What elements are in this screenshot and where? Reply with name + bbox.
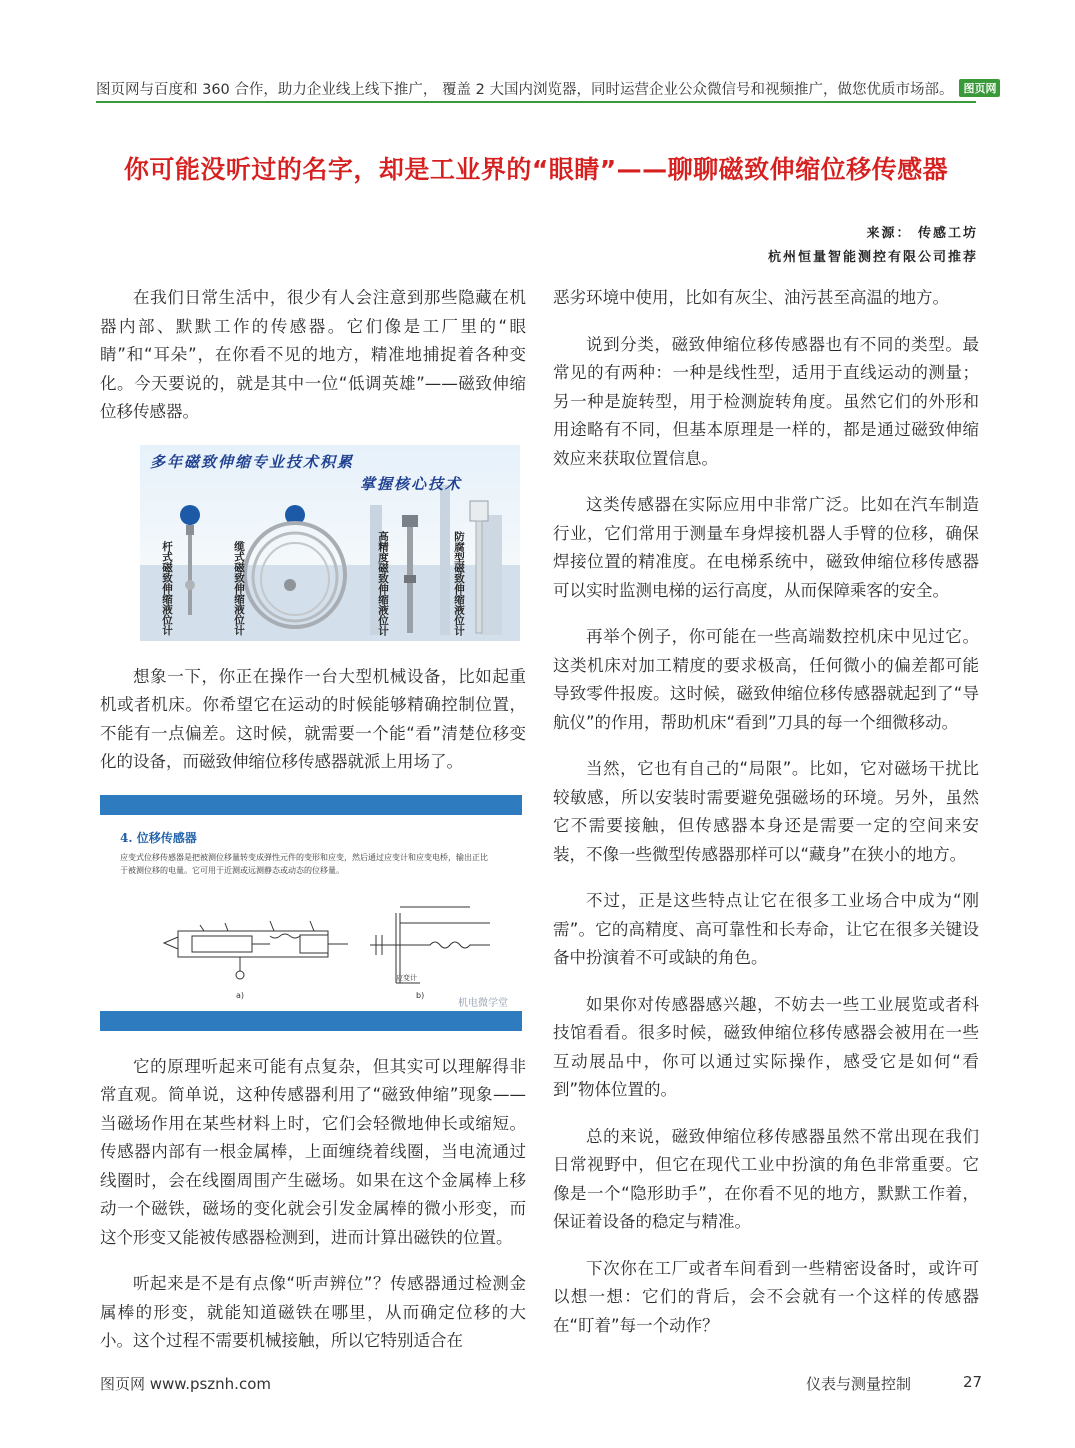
paragraph: 恶劣环境中使用，比如有灰尘、油污甚至高温的地方。 bbox=[553, 288, 949, 307]
paragraph: 听起来是不是有点像“听声辨位”？传感器通过检测金属棒的形变，就能知道磁铁在哪里，从而确定位移的大小。这个过程不需要机械接触，所以它特别适合在 bbox=[100, 1274, 526, 1350]
right-column bbox=[553, 284, 979, 1358]
product-label: 防腐型磁致伸缩液位计 bbox=[453, 530, 465, 636]
figure-watermark: 机电微学堂 bbox=[458, 997, 508, 1009]
site-logo: 图页网 bbox=[959, 79, 1000, 97]
product-figure bbox=[140, 445, 520, 641]
top-divider bbox=[96, 101, 976, 103]
product-label: 高精度磁致伸缩液位计 bbox=[377, 530, 389, 636]
article-title: 你可能没听过的名字，却是工业界的“眼睛”——聊聊磁致伸缩位移传感器 bbox=[123, 155, 949, 184]
footer-section: 仪表与测量控制 bbox=[806, 1375, 912, 1393]
figure-label-a: a) bbox=[236, 990, 245, 1000]
article-source: 来源： 传感工坊 bbox=[866, 226, 978, 241]
article-source-block bbox=[768, 222, 978, 270]
figure-description: 应变式位移传感器是把被测位移量转变成弹性元件的变形和应变，然后通过应变计和应变电桥，输出正比于被测位移的电量。它可用于近测或远测静态或动态的位移量。 bbox=[120, 852, 488, 875]
paragraph: 这类传感器在实际应用中非常广泛。比如在汽车制造行业，它们常用于测量车身焊接机器人手臂的位移，确保焊接位置的精准度。在电梯系统中，磁致伸缩位移传感器可以实时监测电梯的运行高度，从而保障乘客的安全。 bbox=[553, 495, 979, 600]
paragraph: 它的原理听起来可能有点复杂，但其实可以理解得非常直观。简单说，这种传感器利用了“磁致伸缩”现象——当磁场作用在某些材料上时，它们会轻微地伸长或缩短。传感器内部有一根金属棒，上面缠绕着线圈，当电流通过线圈时，会在线圈周围产生磁场。如果在这个金属棒上移动一个磁铁，磁场的变化就会引发金属棒的微小形变，而这个形变又能被传感器检测到，进而计算出磁铁的位置。 bbox=[100, 1056, 526, 1247]
strain-gauge-label: 应变计 bbox=[396, 973, 417, 982]
paragraph: 说到分类，磁致伸缩位移传感器也有不同的类型。最常见的有两种：一种是线性型，适用于直线运动的测量；另一种是旋转型，用于检测旋转角度。虽然它们的外形和用途略有不同，但基本原理是一样的，都是通过磁致伸缩效应来获取位置信息。 bbox=[553, 334, 979, 468]
figure-headline-1: 多年磁致伸缩专业技术积累 bbox=[150, 452, 355, 471]
top-banner bbox=[96, 76, 997, 100]
left-column bbox=[100, 284, 526, 1374]
paragraph: 想象一下，你正在操作一台大型机械设备，比如起重机或者机床。你希望它在运动的时候能够精确控制位置，不能有一点偏差。这时候，就需要一个能“看”清楚位移变化的设备，而磁致伸缩位移传感器就派上用场了。 bbox=[100, 666, 526, 771]
paragraph: 再举个例子，你可能在一些高端数控机床中见过它。这类机床对加工精度的要求极高，任何微小的偏差都可能导致零件报废。这时候，磁致伸缩位移传感器就起到了“导航仪”的作用，帮助机床“看到”刀具的每一个细微移动。 bbox=[553, 627, 979, 732]
banner-text: 图页网与百度和 360 合作，助力企业线上线下推广， 覆盖 2 大国内浏览器，同时运营企业公众微信号和视频推广，做您优质市场部。 bbox=[96, 81, 954, 98]
footer-site: 图页网 www.psznh.com bbox=[100, 1375, 271, 1393]
paragraph: 如果你对传感器感兴趣，不妨去一些工业展览或者科技馆看看。很多时候，磁致伸缩位移传感器会被用在一些互动展品中，你可以通过实际操作，感受它是如何“看到”物体位置的。 bbox=[553, 994, 979, 1099]
page-number: 27 bbox=[963, 1373, 983, 1391]
figure-bottom-bar bbox=[100, 1011, 522, 1031]
product-label: 缆式磁致伸缩液位计 bbox=[233, 540, 245, 635]
paragraph: 不过，正是这些特点让它在很多工业场合中成为“刚需”。它的高精度、高可靠性和长寿命，让它在很多关键设备中扮演着不可或缺的角色。 bbox=[553, 891, 979, 967]
figure-label-b: b) bbox=[416, 990, 425, 1000]
paragraph: 当然，它也有自己的“局限”。比如，它对磁场干扰比较敏感，所以安装时需要避免强磁场的环境。另外，虽然它不需要接触，但传感器本身还是需要一定的空间来安装，不像一些微型传感器那样可以“藏身”在狭小的地方。 bbox=[553, 759, 979, 864]
figure-title: 4. 位移传感器 bbox=[120, 830, 197, 845]
article-recommend: 杭州恒量智能测控有限公司推荐 bbox=[767, 250, 978, 265]
paragraph: 下次你在工厂或者车间看到一些精密设备时，或许可以想一想：它们的背后，会不会就有一个这样的传感器在“盯着”每一个动作？ bbox=[553, 1258, 979, 1335]
product-label: 杆式磁致伸缩液位计 bbox=[161, 540, 173, 635]
figure-headline-2: 掌握核心技术 bbox=[360, 474, 463, 493]
paragraph: 在我们日常生活中，很少有人会注意到那些隐藏在机器内部、默默工作的传感器。它们像是工厂里的“眼睛”和“耳朵”，在你看不见的地方，精准地捕捉着各种变化。今天要说的，就是其中一位“低调英雄”——磁致伸缩位移传感器。 bbox=[100, 288, 526, 421]
paragraph: 总的来说，磁致伸缩位移传感器虽然不常出现在我们日常视野中，但它在现代工业中扮演的角色非常重要。它像是一个“隐形助手”，在你看不见的地方，默默工作着，保证着设备的稳定与精准。 bbox=[553, 1126, 979, 1231]
displacement-sensor-figure bbox=[100, 795, 522, 1031]
